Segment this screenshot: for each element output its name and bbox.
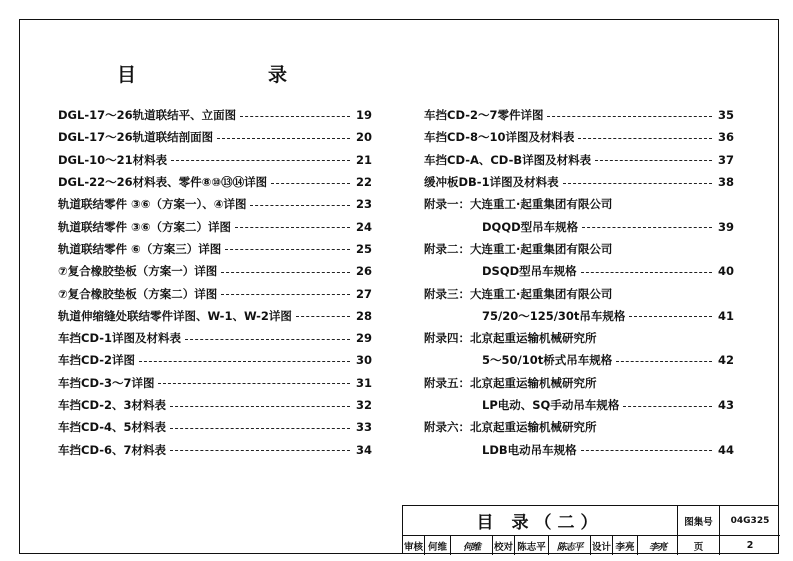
toc-entry[interactable] [58,193,372,215]
leader-line [581,450,712,451]
toc-entry-text: LP电动、SQ手动吊车规格 [482,398,620,412]
leader-line [547,116,712,117]
toc-entry-text: 车挡CD-1详图及材料表 [58,331,181,346]
toc-entry[interactable] [58,282,372,304]
leader-line [563,183,712,184]
toc-entry-page: 32 [355,398,372,412]
heading-char-1: 目 [117,64,139,86]
review-label: 审核 [403,536,425,555]
check-name: 陈志平 [515,536,549,555]
leader-line [250,205,350,206]
leader-line [158,383,350,384]
toc-appendix-heading [424,193,734,215]
toc-entry[interactable] [424,171,734,193]
toc-entry[interactable] [58,372,372,394]
toc-appendix-heading [424,416,734,438]
toc-entry-page: 31 [355,375,372,390]
toc-entry-text: 车挡CD-2、3材料表 [58,398,166,412]
check-label: 校对 [493,536,515,555]
leader-line [623,406,712,407]
toc-entry-text: 车挡CD-6、7材料表 [58,442,166,457]
toc-entry-text: 车挡CD-2～7零件详图 [424,108,544,123]
toc-entry-text: ⑦复合橡胶垫板（方案一）详图 [58,264,218,279]
toc-entry-text: 轨道伸缩缝处联结零件详图、W-1、W-2详图 [58,308,292,323]
toc-entry-page: 39 [717,219,734,234]
toc-entry[interactable] [58,349,372,371]
toc-entry-page: 33 [355,420,372,435]
toc-entry-page: 29 [355,331,372,346]
toc-entry[interactable] [58,149,372,171]
toc-entry-page: 35 [717,108,734,123]
toc-entry-page: 44 [717,442,734,457]
toc-entry[interactable] [424,349,734,371]
toc-entry-page: 34 [355,442,372,457]
toc-entry[interactable] [58,438,372,460]
toc-entry-page: 21 [355,152,372,167]
toc-entry-page: 36 [717,130,734,145]
toc-entry-page: 20 [355,130,372,145]
atlas-number-value: 04G325 [720,506,780,536]
toc-entry-page: 26 [355,264,372,279]
toc-entry[interactable] [58,327,372,349]
leader-line [139,361,350,362]
review-name: 何维 [425,536,451,555]
toc-entry-text: ⑦复合橡胶垫板（方案二）详图 [58,286,218,301]
title-block-title: 目 录（二） [403,506,678,536]
toc-entry-text: DGL-10～21材料表 [58,152,168,167]
toc-entry[interactable] [58,126,372,148]
toc-entry-text: LDB电动吊车规格 [482,442,577,457]
toc-entry-text: 附录六：北京起重运输机械研究所 [424,420,597,435]
leader-line [581,272,712,273]
toc-entry-text: 轨道联结零件 ③⑥（方案二）详图 [58,219,231,234]
leader-line [221,272,350,273]
toc-entry-page: 22 [355,175,372,190]
leader-line [235,227,350,228]
check-signature: 陈志平 [549,536,591,555]
toc-entry-page: 38 [717,175,734,190]
toc-entry-text: 车挡CD-A、CD-B详图及材料表 [424,152,592,167]
toc-entry-page: 43 [717,398,734,412]
leader-line [578,138,712,139]
toc-entry-page: 25 [355,241,372,256]
leader-line [629,316,712,317]
toc-entry-text: DSQD型吊车规格 [482,264,577,279]
leader-line [271,183,350,184]
toc-entry-text: DGL-17～26轨道联结平、立面图 [58,108,237,123]
toc-entry-text: 附录三：大连重工·起重集团有限公司 [424,286,613,301]
toc-entry-text: 附录四：北京起重运输机械研究所 [424,331,597,346]
design-label: 设计 [591,536,613,555]
toc-appendix-heading [424,372,734,394]
toc-entry-text: 车挡CD-3～7详图 [58,375,155,390]
toc-entry[interactable] [424,394,734,416]
toc-appendix-heading [424,282,734,304]
toc-appendix-heading [424,238,734,260]
toc-entry-page: 28 [355,308,372,323]
toc-entry[interactable] [58,260,372,282]
toc-entry-text: 缓冲板DB-1详图及材料表 [424,175,559,190]
toc-entry[interactable] [424,305,734,327]
toc-entry[interactable] [424,438,734,460]
toc-entry[interactable] [58,215,372,237]
design-name: 李亮 [613,536,638,555]
toc-entry-text: 车挡CD-2详图 [58,353,135,368]
toc-entry-text: DQQD型吊车规格 [482,219,579,234]
toc-entry[interactable] [424,149,734,171]
atlas-number-label: 图集号 [678,506,720,536]
toc-entry[interactable] [424,215,734,237]
toc-left-column [58,104,372,461]
leader-line [170,406,350,407]
leader-line [217,138,350,139]
toc-entry-text: 轨道联结零件 ⑥（方案三）详图 [58,241,222,256]
toc-appendix-heading [424,327,734,349]
toc-entry-page: 41 [717,308,734,323]
leader-line [185,339,350,340]
toc-entry-page: 19 [355,108,372,123]
toc-entry[interactable] [424,126,734,148]
page-number: 2 [746,540,754,551]
leader-line [240,116,350,117]
heading-char-2: 录 [268,64,290,86]
toc-entry[interactable] [424,260,734,282]
leader-line [296,316,350,317]
toc-entry-text: 5～50/10t桥式吊车规格 [482,353,613,368]
toc-entry-text: 附录五：北京起重运输机械研究所 [424,375,597,390]
leader-line [616,361,712,362]
toc-entry[interactable] [58,305,372,327]
review-signature: 何维 [451,536,493,555]
toc-entry[interactable] [424,104,734,126]
toc-entry-text: 附录二：大连重工·起重集团有限公司 [424,241,613,256]
toc-entry[interactable] [58,238,372,260]
leader-line [170,450,350,451]
toc-entry[interactable] [58,171,372,193]
toc-entry-text: 附录一：大连重工·起重集团有限公司 [424,197,613,212]
toc-entry-page: 40 [717,264,734,279]
title-block [402,505,779,554]
toc-right-column [424,104,734,461]
toc-entry-page: 27 [355,286,372,301]
leader-line [595,160,712,161]
toc-entry-page: 24 [355,219,372,234]
toc-entry-text: 75/20～125/30t吊车规格 [482,308,626,323]
signature-row [403,536,780,555]
leader-line [582,227,712,228]
toc-entry-text: 车挡CD-8～10详图及材料表 [424,130,575,145]
leader-line [170,428,350,429]
toc-entry-page: 37 [717,152,734,167]
leader-line [225,249,350,250]
toc-entry-page: 30 [355,353,372,368]
page-label: 页 [678,536,720,555]
toc-entry[interactable] [58,394,372,416]
toc-entry-page: 23 [355,197,372,212]
design-signature: 李亮 [638,536,678,555]
toc-entry-page: 42 [717,353,734,368]
leader-line [221,294,350,295]
toc-entry[interactable] [58,416,372,438]
toc-entry-text: DGL-17～26轨道联结剖面图 [58,130,214,145]
toc-entry-text: DGL-22～26材料表、零件⑧⑩⑬⑭详图 [58,175,268,190]
leader-line [171,160,350,161]
toc-entry-text: 车挡CD-4、5材料表 [58,420,166,435]
toc-entry-text: 轨道联结零件 ③⑥（方案一）、④详图 [58,197,247,212]
toc-entry[interactable] [58,104,372,126]
